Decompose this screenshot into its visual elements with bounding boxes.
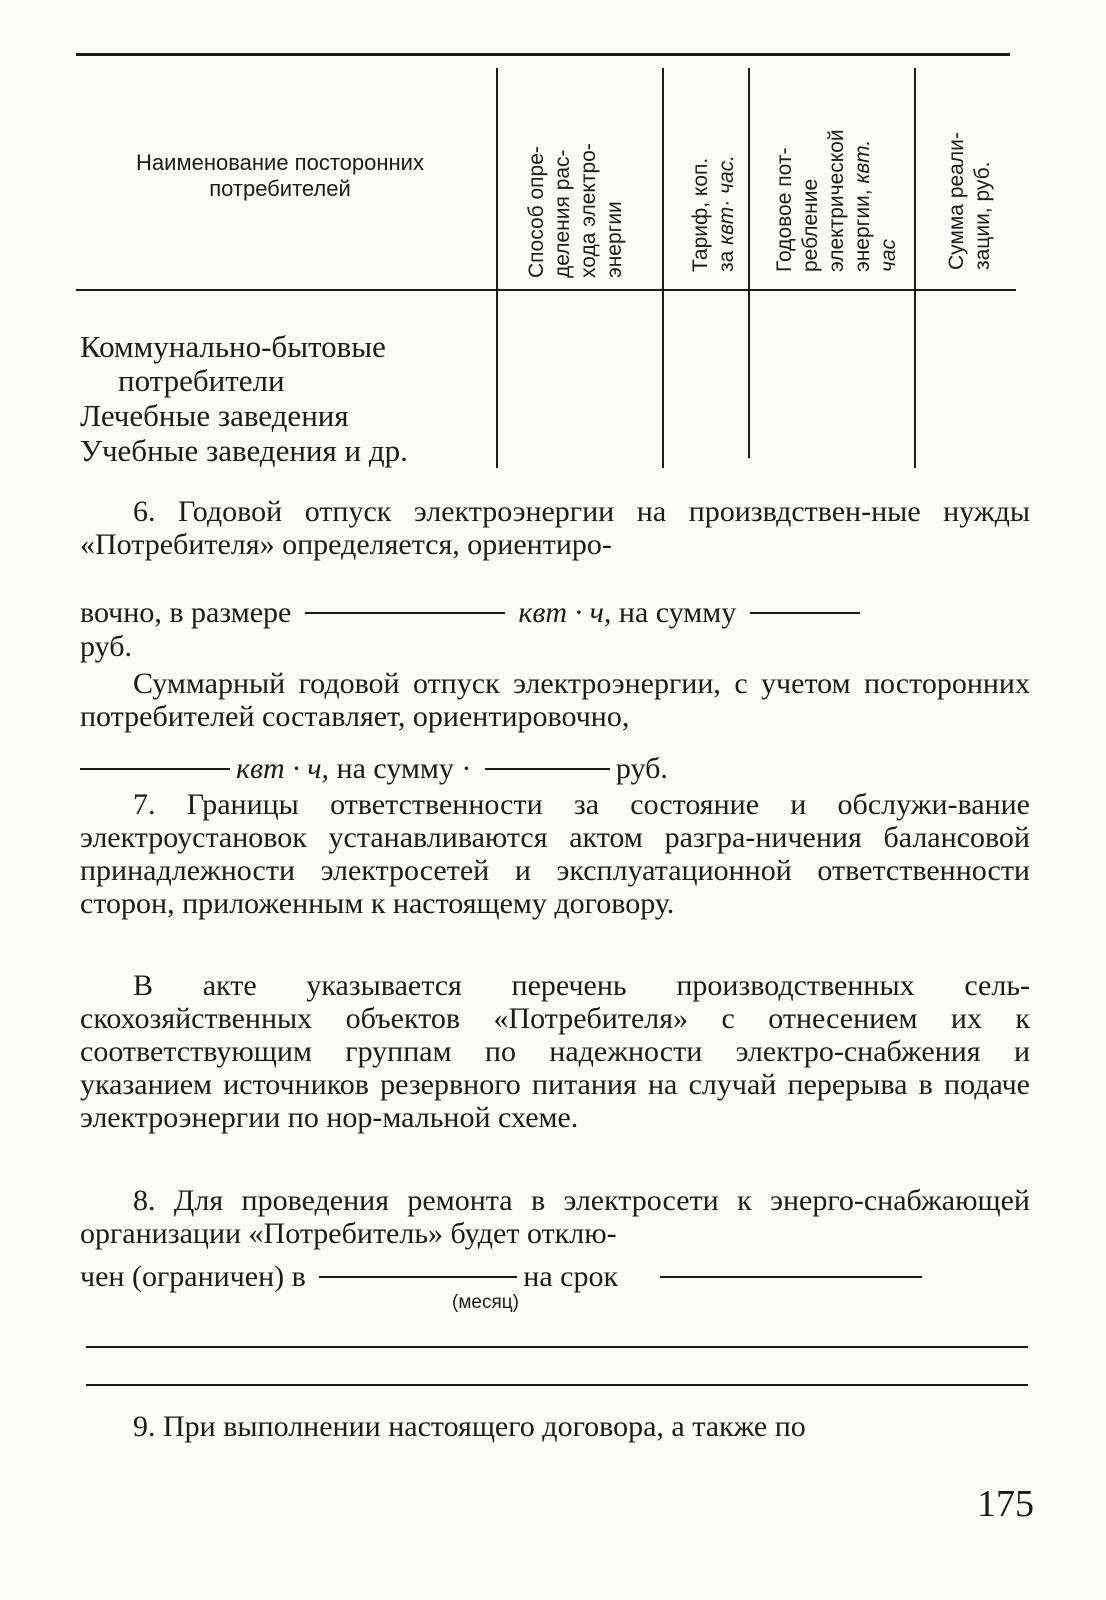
blank-rule xyxy=(86,1384,1028,1386)
month-caption: (месяц) xyxy=(452,1292,519,1313)
blank-field xyxy=(305,612,505,614)
p6-amount-line: вочно, в размере квт · ч, на сумму xyxy=(80,596,866,629)
table-header-tariff: Тариф, коп. за квт· час. xyxy=(689,154,738,272)
paragraph-7: 7. Границы ответственности за состояние и обслужи-вание электроустановок устанавливаются актом разгра-ничения балансовой принадлежности электросетей и эксплуатационной ответственности сторон, приложенным к настоящему договору. xyxy=(80,788,1030,920)
table-header-method: Способ опре- деления рас- хода электро- энергии xyxy=(525,143,626,278)
blank-field xyxy=(750,612,860,614)
table-row: Лечебные заведения xyxy=(80,398,349,433)
table-top-rule xyxy=(76,53,1010,56)
table-row: потребители xyxy=(118,363,285,398)
blank-field xyxy=(485,768,610,770)
table-header-name: Наименование посторонних потребителей xyxy=(136,150,424,201)
blank-rule xyxy=(86,1346,1028,1348)
paragraph-9: 9. При выполнении настоящего договора, а также по xyxy=(133,1410,806,1443)
paragraph-total: Суммарный годовой отпуск электроэнергии, с учетом посторонних потребителей составляет, ориентировочно, xyxy=(80,667,1030,733)
blank-month-field xyxy=(319,1276,517,1278)
total-amount-line: квт · ч, на сумму · руб. xyxy=(80,752,668,785)
table-header-consumption: Годовое пот- ребление электрической энергии, квт. час xyxy=(773,129,900,272)
page-number: 175 xyxy=(977,1483,1034,1525)
paragraph-act: В акте указывается перечень производственных сель-скохозяйственных объектов «Потребителя» с отнесением их к соответствующим группам по надежности электро-снабжения и указанием источников резервного питания на случай перерыва в подаче электроэнергии по нор-мальной схеме. xyxy=(80,969,1030,1134)
p8-period-line: чен (ограничен) в на срок xyxy=(80,1260,928,1293)
table-header-rule xyxy=(76,289,1016,291)
table-header-sum: Сумма реали- зации, руб. xyxy=(945,132,994,270)
table-col-divider xyxy=(914,68,916,468)
blank-field xyxy=(80,768,230,770)
table-col-divider xyxy=(496,68,498,468)
paragraph-6: 6. Годовой отпуск электроэнергии на произвдствен-ные нужды «Потребителя» определяется, ориентиро- xyxy=(80,495,1030,561)
rub-line: руб. xyxy=(80,630,132,663)
table-col-divider xyxy=(748,68,750,458)
table-col-divider xyxy=(662,68,664,468)
blank-field xyxy=(660,1276,922,1278)
table-row: Коммунально-бытовые xyxy=(80,329,386,364)
paragraph-8: 8. Для проведения ремонта в электросети к энерго-снабжающей организации «Потребитель» будет отклю- xyxy=(80,1184,1030,1250)
table-row: Учебные заведения и др. xyxy=(80,433,408,468)
